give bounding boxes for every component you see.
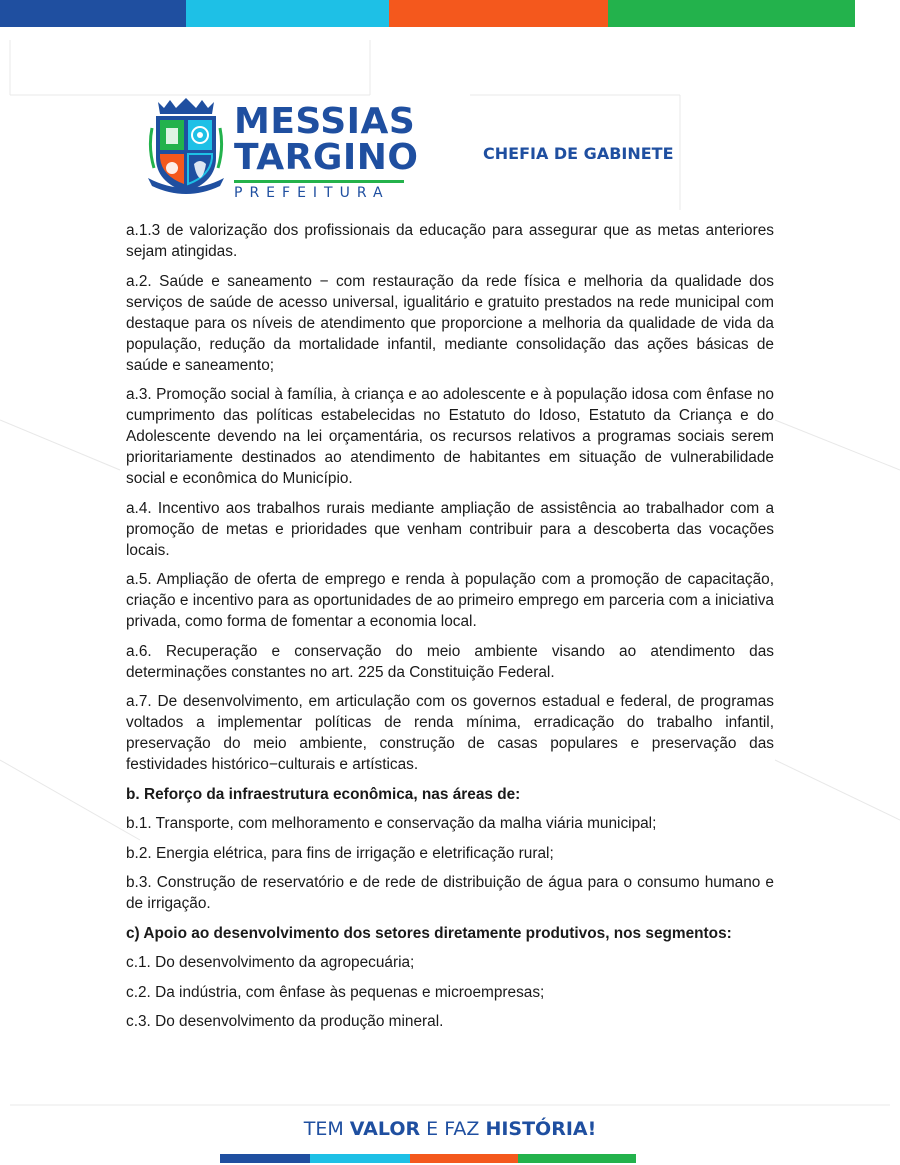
color-band-green [608,0,855,27]
color-band-blue [0,0,186,27]
logo-line-targino: TARGINO [234,137,419,178]
paragraph-c1: c.1. Do desenvolvimento da agropecuária; [126,954,415,971]
top-color-bar [0,0,855,27]
heading-b: b. Reforço da infraestrutura econômica, nas áreas de: [126,785,521,803]
paragraph-a2: a.2. Saúde e saneamento − com restauração da rede física e melhoria da qualidade dos serviços de saúde de acesso universal, igualitário e gratuito prestados na rede municipal com destaque para os níveis de atendimento que proporcione a melhoria da qualidade de vida da população, redução da mortalidade infantil, mediante consolidação das ações básicas de saúde e saneamento; [126,272,774,374]
footer-slogan [0,1118,900,1140]
logo-line-messias: MESSIAS [234,101,416,142]
logo-line-prefeitura: PREFEITURA [234,180,404,201]
coat-of-arms-icon [148,98,224,198]
paragraph-a7: a.7. De desenvolvimento, em articulação com os governos estadual e federal, de programas voltados a implementar políticas de renda mínima, erradicação do trabalho infantil, preservação do meio ambiente, construção de casas populares e preservação das festividades histórico−culturais e artísticas. [126,693,774,773]
slogan-part-historia: HISTÓRIA! [485,1118,597,1140]
paragraph-a3: a.3. Promoção social à família, à criança e ao adolescente e à população idosa com ênfase no cumprimento das políticas estabelecidas no Estatuto do Idoso, Estatuto da Criança e do Adolescente devendo na lei orçamentária, os recursos relativos a programas sociais serem prioritariamente destinados ao atendimento de habitantes em situação de vulnerabilidade social e econômica do Município. [126,386,774,487]
municipality-logo [234,101,419,201]
slogan-part-valor: VALOR [349,1118,421,1140]
paragraph-b2: b.2. Energia elétrica, para fins de irrigação e eletrificação rural; [126,844,554,862]
heading-c: c) Apoio ao desenvolvimento dos setores diretamente produtivos, nos segmentos: [126,924,732,942]
paragraph-a1-3: a.1.3 de valorização dos profissionais da educação para assegurar que as metas anteriores sejam atingidas. [126,222,774,260]
color-band-cyan [186,0,389,27]
document-body [126,220,774,1041]
paragraph-a4: a.4. Incentivo aos trabalhos rurais mediante ampliação de assistência ao trabalhador com a promoção de metas e prioridades que venham contribuir para a descoberta das vocações locais. [126,499,774,559]
footer-band-cyan [310,1154,410,1163]
letterhead [148,98,748,206]
footer-band-orange [410,1154,518,1163]
paragraph-a5: a.5. Ampliação de oferta de emprego e renda à população com a promoção de capacitação, criação e incentivo para as oportunidades de ao primeiro emprego em parceria com a iniciativa privada, como forma de fomentar a economia local. [126,571,774,630]
footer-color-bar [220,1154,636,1163]
footer-band-green [518,1154,636,1163]
paragraph-b3: b.3. Construção de reservatório e de rede de distribuição de água para o consumo humano e de irrigação. [126,874,774,912]
slogan-part-e-faz: E FAZ [420,1118,486,1140]
paragraph-b1: b.1. Transporte, com melhoramento e conservação da malha viária municipal; [126,815,657,832]
color-band-orange [389,0,608,27]
footer-band-blue [220,1154,310,1163]
department-name: CHEFIA DE GABINETE [483,144,674,163]
slogan-part-tem: TEM [303,1118,350,1140]
paragraph-a6: a.6. Recuperação e conservação do meio ambiente visando ao atendimento das determinações constantes no art. 225 da Constituição Federal. [126,642,774,681]
paragraph-c3: c.3. Do desenvolvimento da produção mineral. [126,1013,444,1030]
paragraph-c2: c.2. Da indústria, com ênfase às pequenas e microempresas; [126,983,545,1001]
